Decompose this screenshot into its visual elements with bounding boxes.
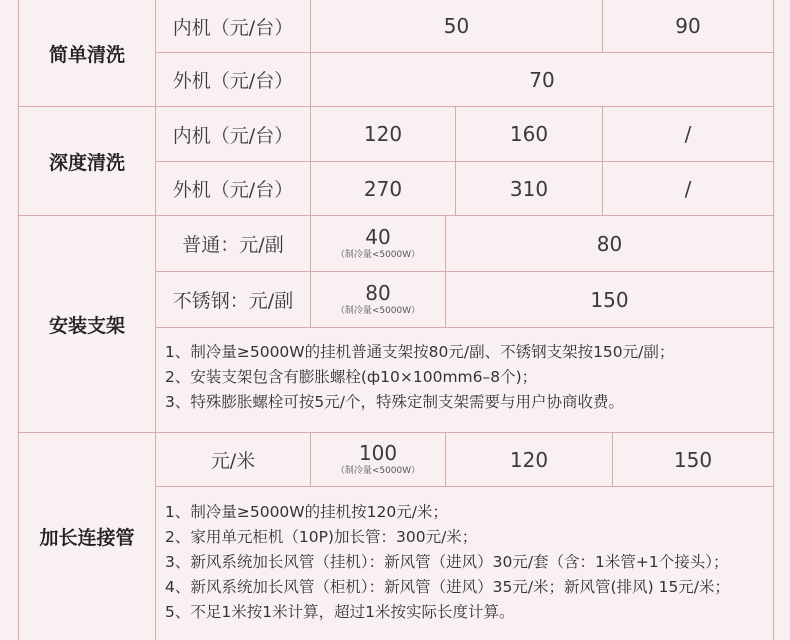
note-line: 1、制冷量≥5000W的挂机按120元/米； bbox=[165, 503, 448, 521]
bracket-stainless-small-price bbox=[311, 272, 445, 327]
extension-price: 150 bbox=[673, 447, 713, 472]
bracket-normal-small-price bbox=[311, 216, 445, 271]
note-line: 4、新风系统加长风管（柜机）：新风管（进风）35元/米；新风管(排风) 15元/米； bbox=[165, 578, 731, 596]
simple-clean-outdoor-label: 外机（元/台） bbox=[172, 70, 294, 92]
bracket-normal-label: 普通：元/副 bbox=[182, 234, 284, 256]
note-line: 5、不足1米按1米计算，超过1米按实际长度计算。 bbox=[165, 603, 515, 621]
note-line: 2、安装支架包含有膨胀螺栓(ф10×100mm6–8个)； bbox=[165, 368, 538, 386]
category-bracket: 安装支架 bbox=[48, 314, 125, 337]
deep-clean-outdoor-label: 外机（元/台） bbox=[172, 179, 294, 201]
extension-unit-label: 元/米 bbox=[210, 450, 256, 472]
deep-clean-indoor-price: 120 bbox=[363, 122, 403, 146]
simple-clean-outdoor-price: 70 bbox=[529, 67, 555, 92]
simple-clean-indoor-price: 90 bbox=[675, 14, 701, 38]
deep-clean-outdoor-price: 270 bbox=[363, 176, 403, 201]
deep-clean-indoor-price: 160 bbox=[509, 122, 549, 146]
note-line: 3、特殊膨胀螺栓可按5元/个，特殊定制支架需要与用户协商收费。 bbox=[165, 393, 624, 411]
price-value: 40 bbox=[365, 225, 391, 249]
note-line: 1、制冷量≥5000W的挂机普通支架按80元/副、不锈钢支架按150元/副； bbox=[165, 343, 675, 361]
extension-price: 120 bbox=[509, 447, 549, 472]
note-line: 2、家用单元柜机（10P)加长管：300元/米； bbox=[165, 528, 478, 546]
note-line: 3、新风系统加长风管（挂机）：新风管（进风）30元/套（含：1米管+1个接头）； bbox=[165, 553, 729, 571]
category-simple-clean: 简单清洗 bbox=[48, 43, 125, 66]
price-condition-note: （制冷量<5000W） bbox=[335, 250, 421, 260]
price-condition-note: （制冷量<5000W） bbox=[335, 306, 421, 316]
bracket-stainless-large-price: 150 bbox=[590, 287, 629, 312]
bracket-stainless-label: 不锈钢：元/副 bbox=[172, 290, 294, 312]
table-border-right bbox=[773, 0, 774, 640]
price-condition-note: （制冷量<5000W） bbox=[335, 466, 421, 476]
price-value: 80 bbox=[365, 281, 391, 305]
extension-notes bbox=[165, 500, 730, 625]
deep-clean-outdoor-price: 310 bbox=[509, 176, 549, 201]
extension-price-small bbox=[311, 433, 445, 486]
deep-clean-indoor-price: / bbox=[684, 122, 692, 146]
deep-clean-indoor-label: 内机（元/台） bbox=[172, 124, 294, 147]
simple-clean-indoor-label: 内机（元/台） bbox=[172, 16, 294, 39]
simple-clean-indoor-price: 50 bbox=[443, 14, 470, 38]
bracket-notes bbox=[165, 340, 674, 415]
row-divider bbox=[155, 327, 773, 328]
category-deep-clean: 深度清洗 bbox=[48, 151, 125, 174]
deep-clean-outdoor-price: / bbox=[684, 176, 692, 201]
bracket-normal-large-price: 80 bbox=[596, 231, 623, 256]
row-divider bbox=[155, 486, 773, 487]
category-extension-pipe: 加长连接管 bbox=[39, 527, 135, 549]
price-value: 100 bbox=[358, 441, 398, 465]
